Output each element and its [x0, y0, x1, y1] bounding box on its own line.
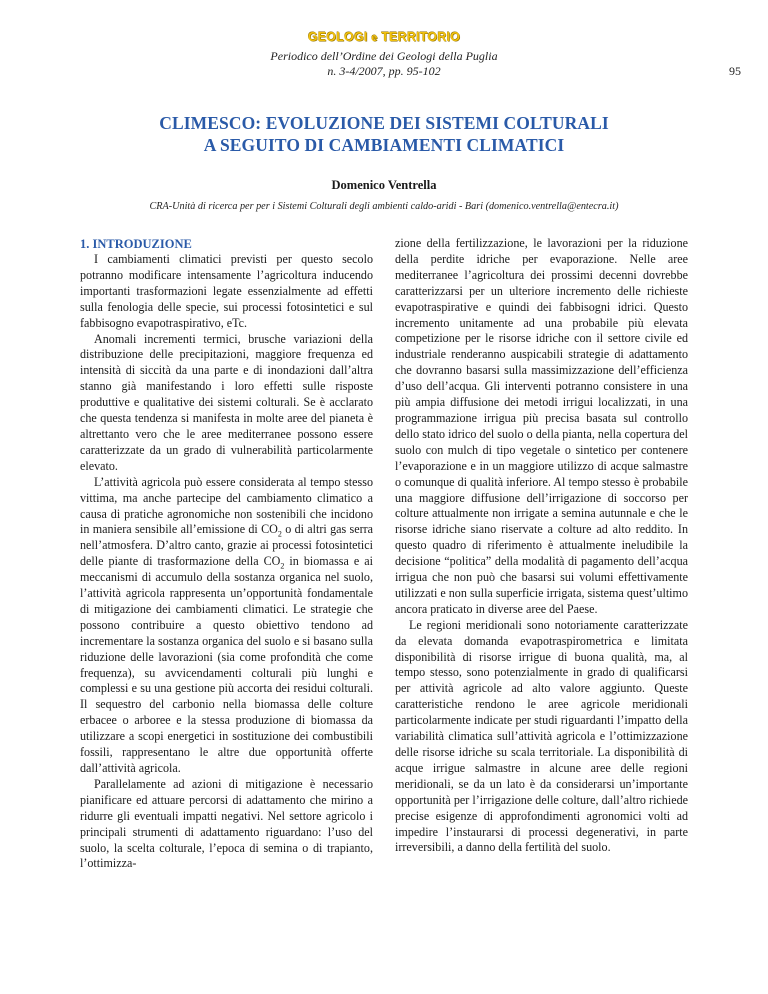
journal-name-connector: e	[371, 32, 378, 44]
paragraph: I cambiamenti climatici previsti per questo secolo potranno modificare intensamente l’agricoltura inducendo importanti trasformazioni legate essenzialmente ad effetti sulla fenologia delle specie, sui processi fotosintetici e sul fabbisogno evapotraspirativo, eTc.	[80, 252, 373, 330]
paragraph: Anomali incrementi termici, brusche variazioni della distribuzione delle precipitazioni, maggiore frequenza ed intensità di siccità da una parte e di inondazioni dall’altra stanno già manifestando i loro effetti sulle risposte produttive e qualitative dei sistemi colturali. Se è acclarato che questa tendenza si manifesta in molte aree del pianeta è altrettanto vero che le aree mediterranee possono essere caratterizzate da un grado di vulnerabilità particolarmente elevato.	[80, 331, 373, 473]
paragraph: Le regioni meridionali sono notoriamente caratterizzate da elevata domanda evapotraspirometrica e limitata disponibilità di risorse irrigue di buona qualità, ma, al tempo stesso, sono potenzialmente in grado di qualificarsi per attività agricole ad alto valore aggiunto. Queste caratteristiche rendono le aree agricole meridionali particolarmente indicate per studi riguardanti l’impatto della variabilità climatica sull’attività agricola e l’ottimizzazione delle risorse idriche su scala territoriale. La disponibilità di acque irrigue salmastre in alcune aree delle regioni meridionali, se da un lato è da considerarsi un’importante opportunità per l’irrigazione delle colture, dall’altro richiede precise esigenze di approfondimenti agronomici volti ad impedire l’instaurarsi di processi degenerativi, in parte irreversibili, a danno della fertilità del suolo.	[395, 617, 688, 855]
co2-subscript: 2	[277, 529, 282, 539]
title-line-1: CLIMESCO: EVOLUZIONE DEI SISTEMI COLTURALI	[159, 113, 609, 133]
section-heading: 1. INTRODUZIONE	[80, 237, 192, 251]
right-column	[395, 236, 688, 856]
title-line-2: A SEGUITO DI CAMBIAMENTI CLIMATICI	[203, 135, 565, 155]
journal-name-part1: GEOLOGI	[307, 30, 368, 44]
author-name: Domenico Ventrella	[331, 178, 437, 192]
co2-subscript: 2	[280, 561, 285, 571]
journal-name-part2: TERRITORIO	[381, 30, 461, 44]
paragraph: Parallelamente ad azioni di mitigazione è necessario pianificare ed attuare percorsi di adattamento che mirino a ridurre gli eventuali impatti negativi. Nel settore agricolo i principali strumenti di adattamento riguardano: l’uso del suolo, la scelta colturale, l’epoca di semina o di trapianto, l’ottimizza-	[80, 776, 373, 871]
page-number: 95	[729, 64, 741, 78]
left-column	[80, 236, 373, 872]
paragraph: zione della fertilizzazione, le lavorazioni per la riduzione della perdite idriche per evaporazione. Nelle aree mediterranee l’agricoltura dei prossimi decenni dovrebbe caratterizzarsi per un ulteriore incremento delle richieste evapotraspirative e quindi dei fabbisogni idrici. Questo incremento unitamente ad una probabile più elevata competizione per le risorse idriche con il settore civile ed industriale renderanno auspicabili strategie di adattamento che dovranno basarsi sulla massimizzazione dell’efficienza d’uso dell’acqua. Gli interventi potranno consistere in una più ampia diffusione dei metodi irrigui localizzati, in una programmazione irrigua più precisa basata sul controllo dello stato idrico del suolo o della pianta, nella copertura del suolo con mulch di tipo vegetale o sintetico per contenere l’evaporazione e in un maggiore utilizzo di acque salmastre o comunque di qualità inferiore. Al tempo stesso è probabile una maggiore diffusione dell’irrigazione di soccorso per colture attualmente non irrigate a semina autunnale e che le risorse idriche siano riservate a colture ad alto reddito. In questo quadro di riferimento è attualmente ineludibile la decisione “politica” della modalità di pagamento dell’acqua irrigua che non può che basarsi sui volumi effettivamente utilizzati e non sulla superficie irrigata, sistema quest’ultimo ancora praticato in diverse aree del Paese.	[395, 236, 688, 616]
journal-issue: n. 3-4/2007, pp. 95-102	[327, 64, 441, 78]
journal-subtitle: Periodico dell’Ordine dei Geologi della Puglia	[270, 49, 498, 63]
paragraph: L’attività agricola può essere considerata al tempo stesso vittima, ma anche partecipe del cambiamento climatico a causa di pratiche agronomiche non sostenibili che incidono in maniera sensibile all’emissione di $CO_2$ o di altri gas serra nell’atmosfera. D’altro canto, grazie ai processi fotosintetici delle piante di trasformazione della $CO_2$ in biomassa e ai meccanismi di accumulo della sostanza organica nel suolo, l’attività agricola rappresenta un’opportunità fondamentale di mitigazione dei cambiamenti climatici. Le strategie che possono contribuire a questo obiettivo tendono ad incrementare la sostanza organica del suolo e si basano sulla riduzione delle lavorazioni (sia come profondità che come frequenza), su avvicendamenti colturali più lunghi e complessi e su una gestione più accorta dei residui colturali. Il sequestro del carbonio nella biomassa delle colture erbacee o arboree e la stessa produzione di biomassa da utilizzare a scopi energetici in sostituzione dei combustibili fossili, rappresentano le altre due opportunità offerte dall’attività agricola.	[80, 474, 374, 775]
article-title	[0, 112, 768, 156]
author-affiliation: CRA-Unità di ricerca per per i Sistemi Colturali degli ambienti caldo-aridi - Bari (domenico.ventrella@entecra.it)	[149, 201, 619, 212]
journal-logo	[0, 30, 768, 44]
